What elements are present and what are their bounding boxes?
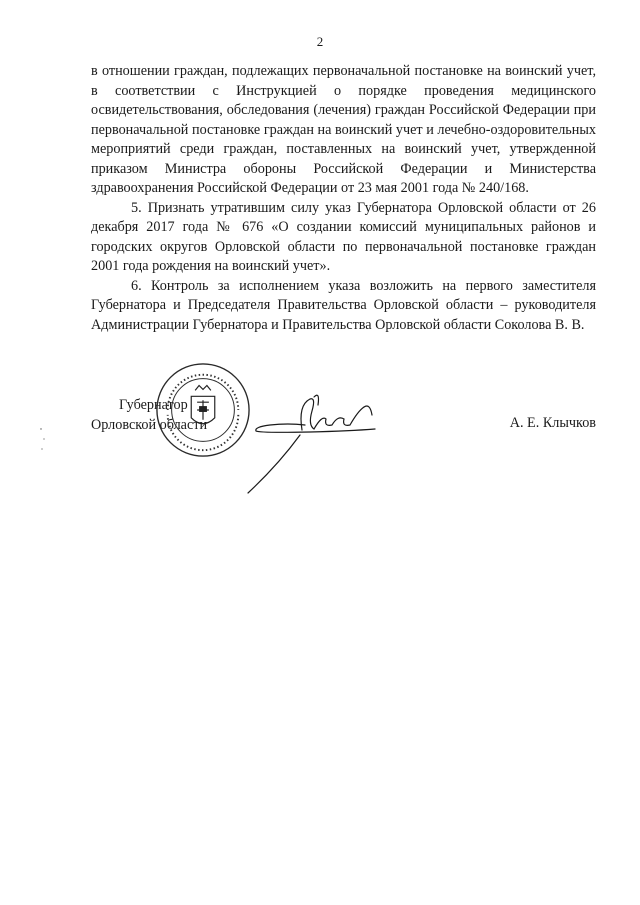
signer-position-line1: Губернатор — [119, 397, 188, 413]
scan-specks — [38, 425, 48, 455]
paragraph-item-6: 6. Контроль за исполнением указа возложить на первого заместителя Губернатора и Председателя Правительства Орловской области – руководителя Администрации Губернатора и Правительства Орловской области Соколова В. В. — [91, 277, 596, 333]
paragraph-item-5: 5. Признать утратившим силу указ Губернатора Орловской области от 26 декабря 2017 года № 676 «О создании комиссий муниципальных районов и городских округов Орловской области по первоначальной постановке граждан 2001 года рождения на воинский учет». — [91, 199, 596, 274]
page-number: 2 — [316, 34, 324, 49]
signer-position-line2: Орловской области — [91, 417, 208, 433]
signer-name: А. Е. Клычков — [509, 415, 596, 431]
paragraph-continuation: в отношении граждан, подлежащих первоначальной постановке на воинский учет, в соответствии с Инструкцией о порядке проведения медицинского освидетельствования, обследования (лечения) граждан Российской Федерации при первоначальной постановке граждан на воинский учет и лечебно-оздоровительных мероприятий среди граждан, поставленных на воинский учет, утвержденной приказом Министра обороны Российской Федерации и Министерства здравоохранения Российской Федерации от 23 мая 2001 года № 240/168. — [91, 63, 596, 196]
official-seal-stamp — [154, 361, 252, 459]
document-body — [91, 62, 596, 335]
handwritten-signature — [240, 385, 390, 495]
